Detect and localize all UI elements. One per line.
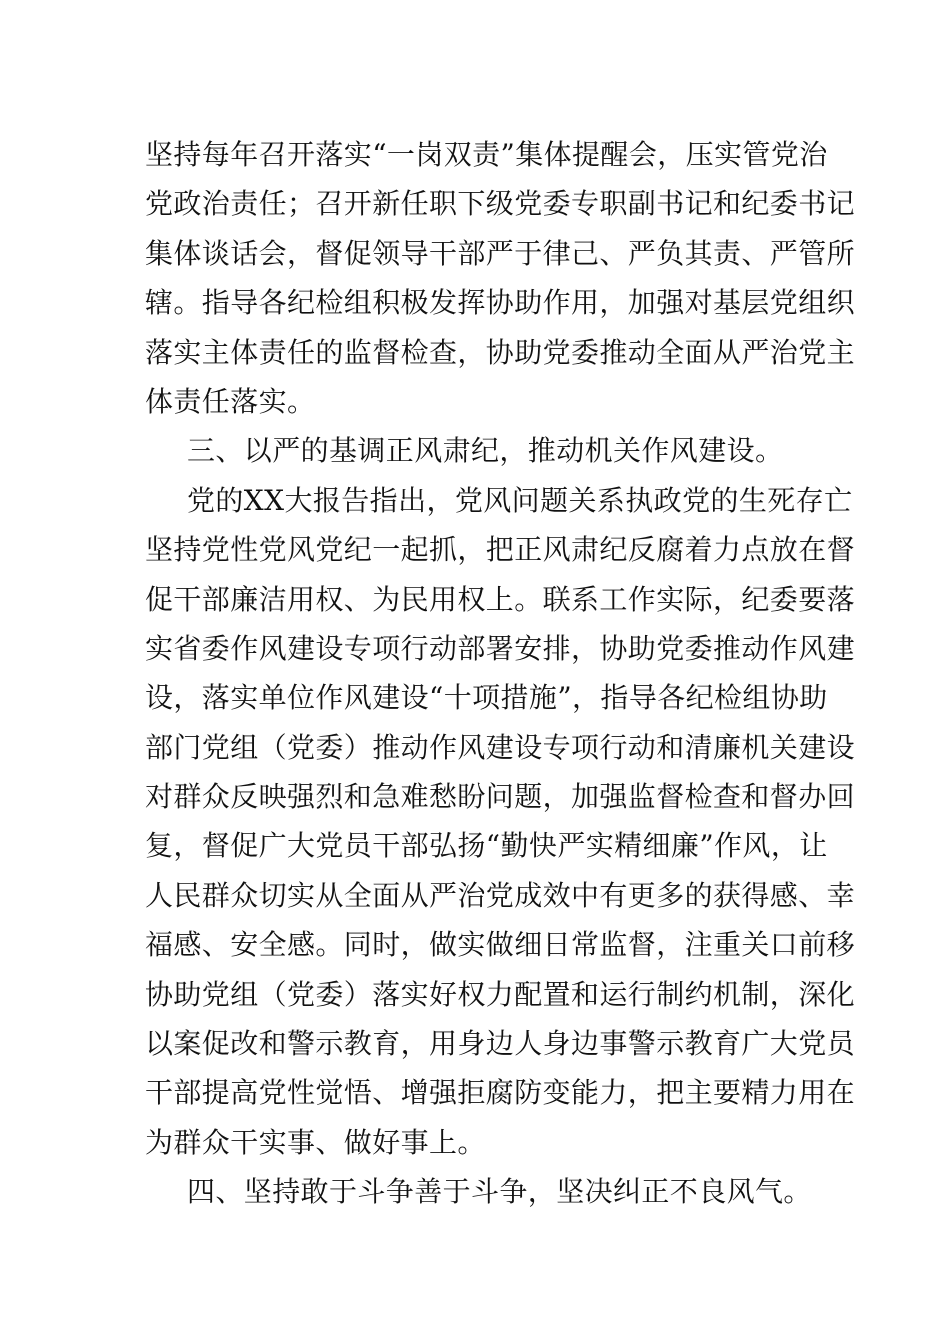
body-line: 体责任落实。 xyxy=(145,384,316,418)
body-line: 以案促改和警示教育，用身边人身边事警示教育广大党员 xyxy=(145,1027,856,1061)
document-body xyxy=(145,130,856,1217)
body-line: 坚持党性党风党纪一起抓，把正风肃纪反腐着力点放在督 xyxy=(145,533,856,567)
body-line: 对群众反映强烈和急难愁盼问题，加强监督检查和督办回 xyxy=(145,780,856,814)
body-line: 干部提高党性觉悟、增强拒腐防变能力，把主要精力用在 xyxy=(145,1076,856,1110)
body-line: 集体谈话会，督促领导干部严于律己、严负其责、严管所 xyxy=(145,236,856,270)
section-heading-three: 三、以严的基调正风肃纪，推动机关作风建设。 xyxy=(187,434,784,468)
paragraph-start-line: 党的XX大报告指出，党风问题关系执政党的生死存亡 xyxy=(187,483,853,517)
body-line: 落实主体责任的监督检查，协助党委推动全面从严治党主 xyxy=(145,335,856,369)
body-line: 人民群众切实从全面从严治党成效中有更多的获得感、幸 xyxy=(145,878,856,912)
body-line: 部门党组（党委）推动作风建设专项行动和清廉机关建设 xyxy=(145,730,856,764)
section-heading-four: 四、坚持敢于斗争善于斗争，坚决纠正不良风气。 xyxy=(187,1175,812,1209)
body-line: 协助党组（党委）落实好权力配置和运行制约机制，深化 xyxy=(145,977,856,1011)
body-line: 为群众干实事、做好事上。 xyxy=(145,1125,486,1159)
body-line: 党政治责任；召开新任职下级党委专职副书记和纪委书记 xyxy=(145,187,856,221)
body-line: 促干部廉洁用权、为民用权上。联系工作实际，纪委要落 xyxy=(145,582,856,616)
body-line: 辖。指导各纪检组积极发挥协助作用，加强对基层党组织 xyxy=(145,286,856,320)
body-line: 福感、安全感。同时，做实做细日常监督，注重关口前移 xyxy=(145,928,856,962)
body-line: 实省委作风建设专项行动部署安排，协助党委推动作风建 xyxy=(145,631,856,665)
body-line: 复，督促广大党员干部弘扬“勤快严实精细廉”作风，让 xyxy=(145,829,828,863)
body-line: 坚持每年召开落实“一岗双责”集体提醒会，压实管党治 xyxy=(145,138,828,171)
body-line: 设，落实单位作风建设“十项措施”，指导各纪检组协助 xyxy=(145,681,828,715)
